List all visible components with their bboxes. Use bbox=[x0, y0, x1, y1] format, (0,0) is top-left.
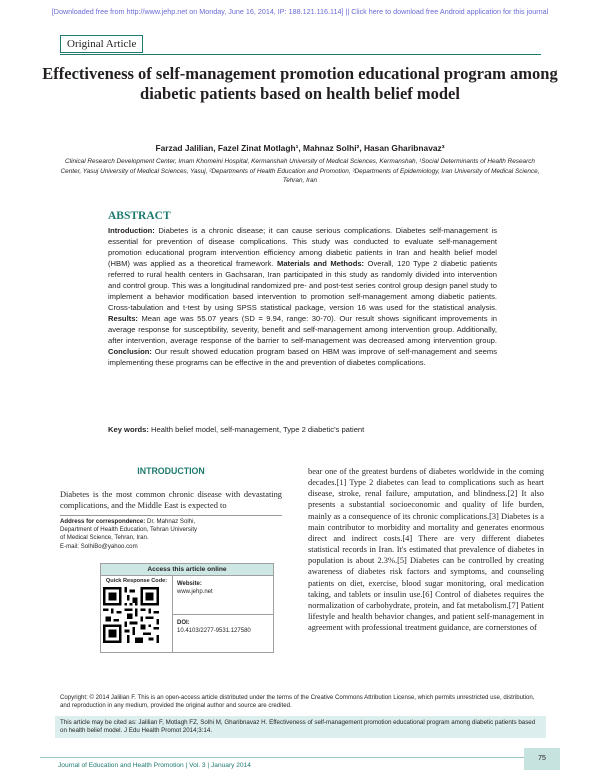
correspondence-divider bbox=[60, 515, 282, 516]
keywords-label: Key words: bbox=[108, 425, 149, 434]
citation-box: This article may be cited as: Jalilian F, Motlagh FZ, Solhi M, Gharibnavaz H. Effectiveness of self-management promotion educational program among diabetic patients based on health belief model. J Edu Health Promot 2014;3:14. bbox=[55, 716, 546, 738]
article-type-label: Original Article bbox=[60, 35, 143, 53]
abstract-methods-text: Overall, 120 Type 2 diabetic patients referred to rural health centers in Gachsaran, Iran participated in this study as randomly divided into intervention and control group. This was a longitudinal randomized pre- and post-test series control group design panel study to implement a behavior modification based intervention to promotion self-management among diabetic patients. Cross-tabulation and t-test by using SPSS statistical package, version 16 was used for the statistical analysis. bbox=[108, 259, 498, 312]
doi-cell bbox=[173, 615, 273, 653]
download-banner[interactable]: [Downloaded free from http://www.jehp.net on Monday, June 16, 2014, IP: 188.121.116.114] || Click here to download free Android application for this journal bbox=[51, 7, 549, 16]
access-info-column bbox=[173, 576, 273, 652]
website-cell bbox=[173, 576, 273, 615]
correspondence-line1: Department of Health Education, Tehran University bbox=[60, 526, 198, 534]
correspondence-name: Dr. Mahnaz Solhi, bbox=[145, 518, 196, 525]
website-link[interactable]: www.jehp.net bbox=[177, 589, 213, 595]
qr-code-icon[interactable] bbox=[103, 587, 159, 643]
doi-link[interactable]: 10.4103/2277-9531.127580 bbox=[177, 627, 251, 634]
qr-label: Quick Response Code: bbox=[105, 578, 168, 584]
abstract-heading: ABSTRACT bbox=[108, 210, 171, 222]
introduction-right-text: bear one of the greatest burdens of diabetes worldwide in the coming decades.[1] Type 2 diabetes can lead to complications such as heart disease, stroke, renal failure, amputation, and blindness.[2] It also presents a substantial socioeconomic and quality of life burden, mainly as a consequence of its chronic complications.[3] Diabetes is a main contributor to morbidity and mortality and generates enormous direct and indirect costs.[4] There are very different diabetes statistical records in Iran. It's estimated that prevalence of diabetes in population is about 2.3%.[5] Diabetes can be controlled by creating awareness of diabetes risk factors and symptoms, and counseling patients on diet, exercise, blood sugar monitoring, oral medication taking, and tablets or insulin use.[6] Control of diabetes requires the normalization of carbohydrate, protein, and fat metabolism.[7] Patient lifestyle and health behavior changes, and patient self-management in agreement with professional treatment guidance, are cornerstones of bbox=[308, 467, 544, 633]
page-footer bbox=[40, 757, 560, 772]
website-label: Website: bbox=[177, 581, 202, 587]
keywords-text: Health belief model, self-management, Type 2 diabetic's patient bbox=[148, 425, 365, 434]
header-divider bbox=[60, 54, 541, 55]
access-online-box bbox=[100, 563, 274, 653]
introduction-heading: INTRODUCTION bbox=[137, 466, 205, 476]
keywords bbox=[108, 425, 497, 434]
abstract-conclusion-label: Conclusion: bbox=[108, 347, 152, 356]
qr-cell bbox=[101, 576, 173, 652]
access-row bbox=[101, 576, 273, 652]
correspondence-line2: of Medical Science, Tehran, Iran. bbox=[60, 534, 149, 542]
page-number: 75 bbox=[524, 748, 560, 770]
abstract-results-label: Results: bbox=[108, 314, 138, 323]
abstract-conclusion-text: Our result showed education program based on HBM was improve of self-management and seems implementing these programs can be effective in the and prevention of diabetes complications. bbox=[108, 347, 497, 367]
copyright-notice: Copyright: © 2014 Jalilian F. This is an open-access article distributed under the terms of the Creative Commons Attribution License, which permits unrestricted use, distribution, and reproduction in any medium, provided the original author and source are credited. bbox=[60, 694, 535, 709]
abstract-results-text: Mean age was 55.07 years (SD = 9.94, range: 30-70). Our result shows significant improvements in average response for susceptibility, severity, benefit and self-management among intervention group. Additionally, after intervention, average response of the barrier to self-management was decreased among intervention group. bbox=[108, 314, 497, 345]
correspondence-block bbox=[60, 518, 282, 551]
correspondence-label: Address for correspondence: bbox=[60, 518, 146, 525]
correspondence-email[interactable]: E-mail: SolhiBo@yahoo.com bbox=[60, 542, 138, 550]
abstract-methods-label: Materials and Methods: bbox=[277, 259, 365, 268]
introduction-left-text: Diabetes is the most common chronic disease with devastating complications, and the Middle East is expected to bbox=[60, 490, 282, 511]
author-list: Farzad Jalilian, Fazel Zinat Motlagh¹, Mahnaz Solhi², Hasan Gharibnavaz³ bbox=[155, 143, 445, 153]
abstract-body bbox=[108, 225, 497, 368]
access-heading: Access this article online bbox=[101, 564, 273, 576]
article-title: Effectiveness of self-management promotion educational program among diabetic patients based on health belief model bbox=[42, 64, 558, 103]
doi-label: DOI: bbox=[177, 619, 190, 626]
abstract-intro-label: Introduction: bbox=[108, 226, 155, 235]
affiliations: Clinical Research Development Center, Imam Khomeini Hospital, Kermanshah University of Medical Sciences, Kermanshah, ¹Social Determinants of Health Research Center, Yasuj University of Medical Sciences, Yasuj, ²Departments of Health Education and Promotion, ³Departments of Epidemiology, Iran University of Medical Science, Tehran, Iran bbox=[60, 158, 540, 184]
footer-journal: Journal of Education and Health Promotion | Vol. 3 | January 2014 bbox=[58, 762, 251, 769]
abstract-intro-text: Diabetes is a chronic disease; it can cause serious complications. Diabetes self-management is essential for prevention of disease complications. This study was conducted to evaluate self-management promotion educational program intervention efficiency among diabetic patients in Iran and health belief model (HBM) was applied as a theoretical framework. bbox=[108, 226, 497, 268]
